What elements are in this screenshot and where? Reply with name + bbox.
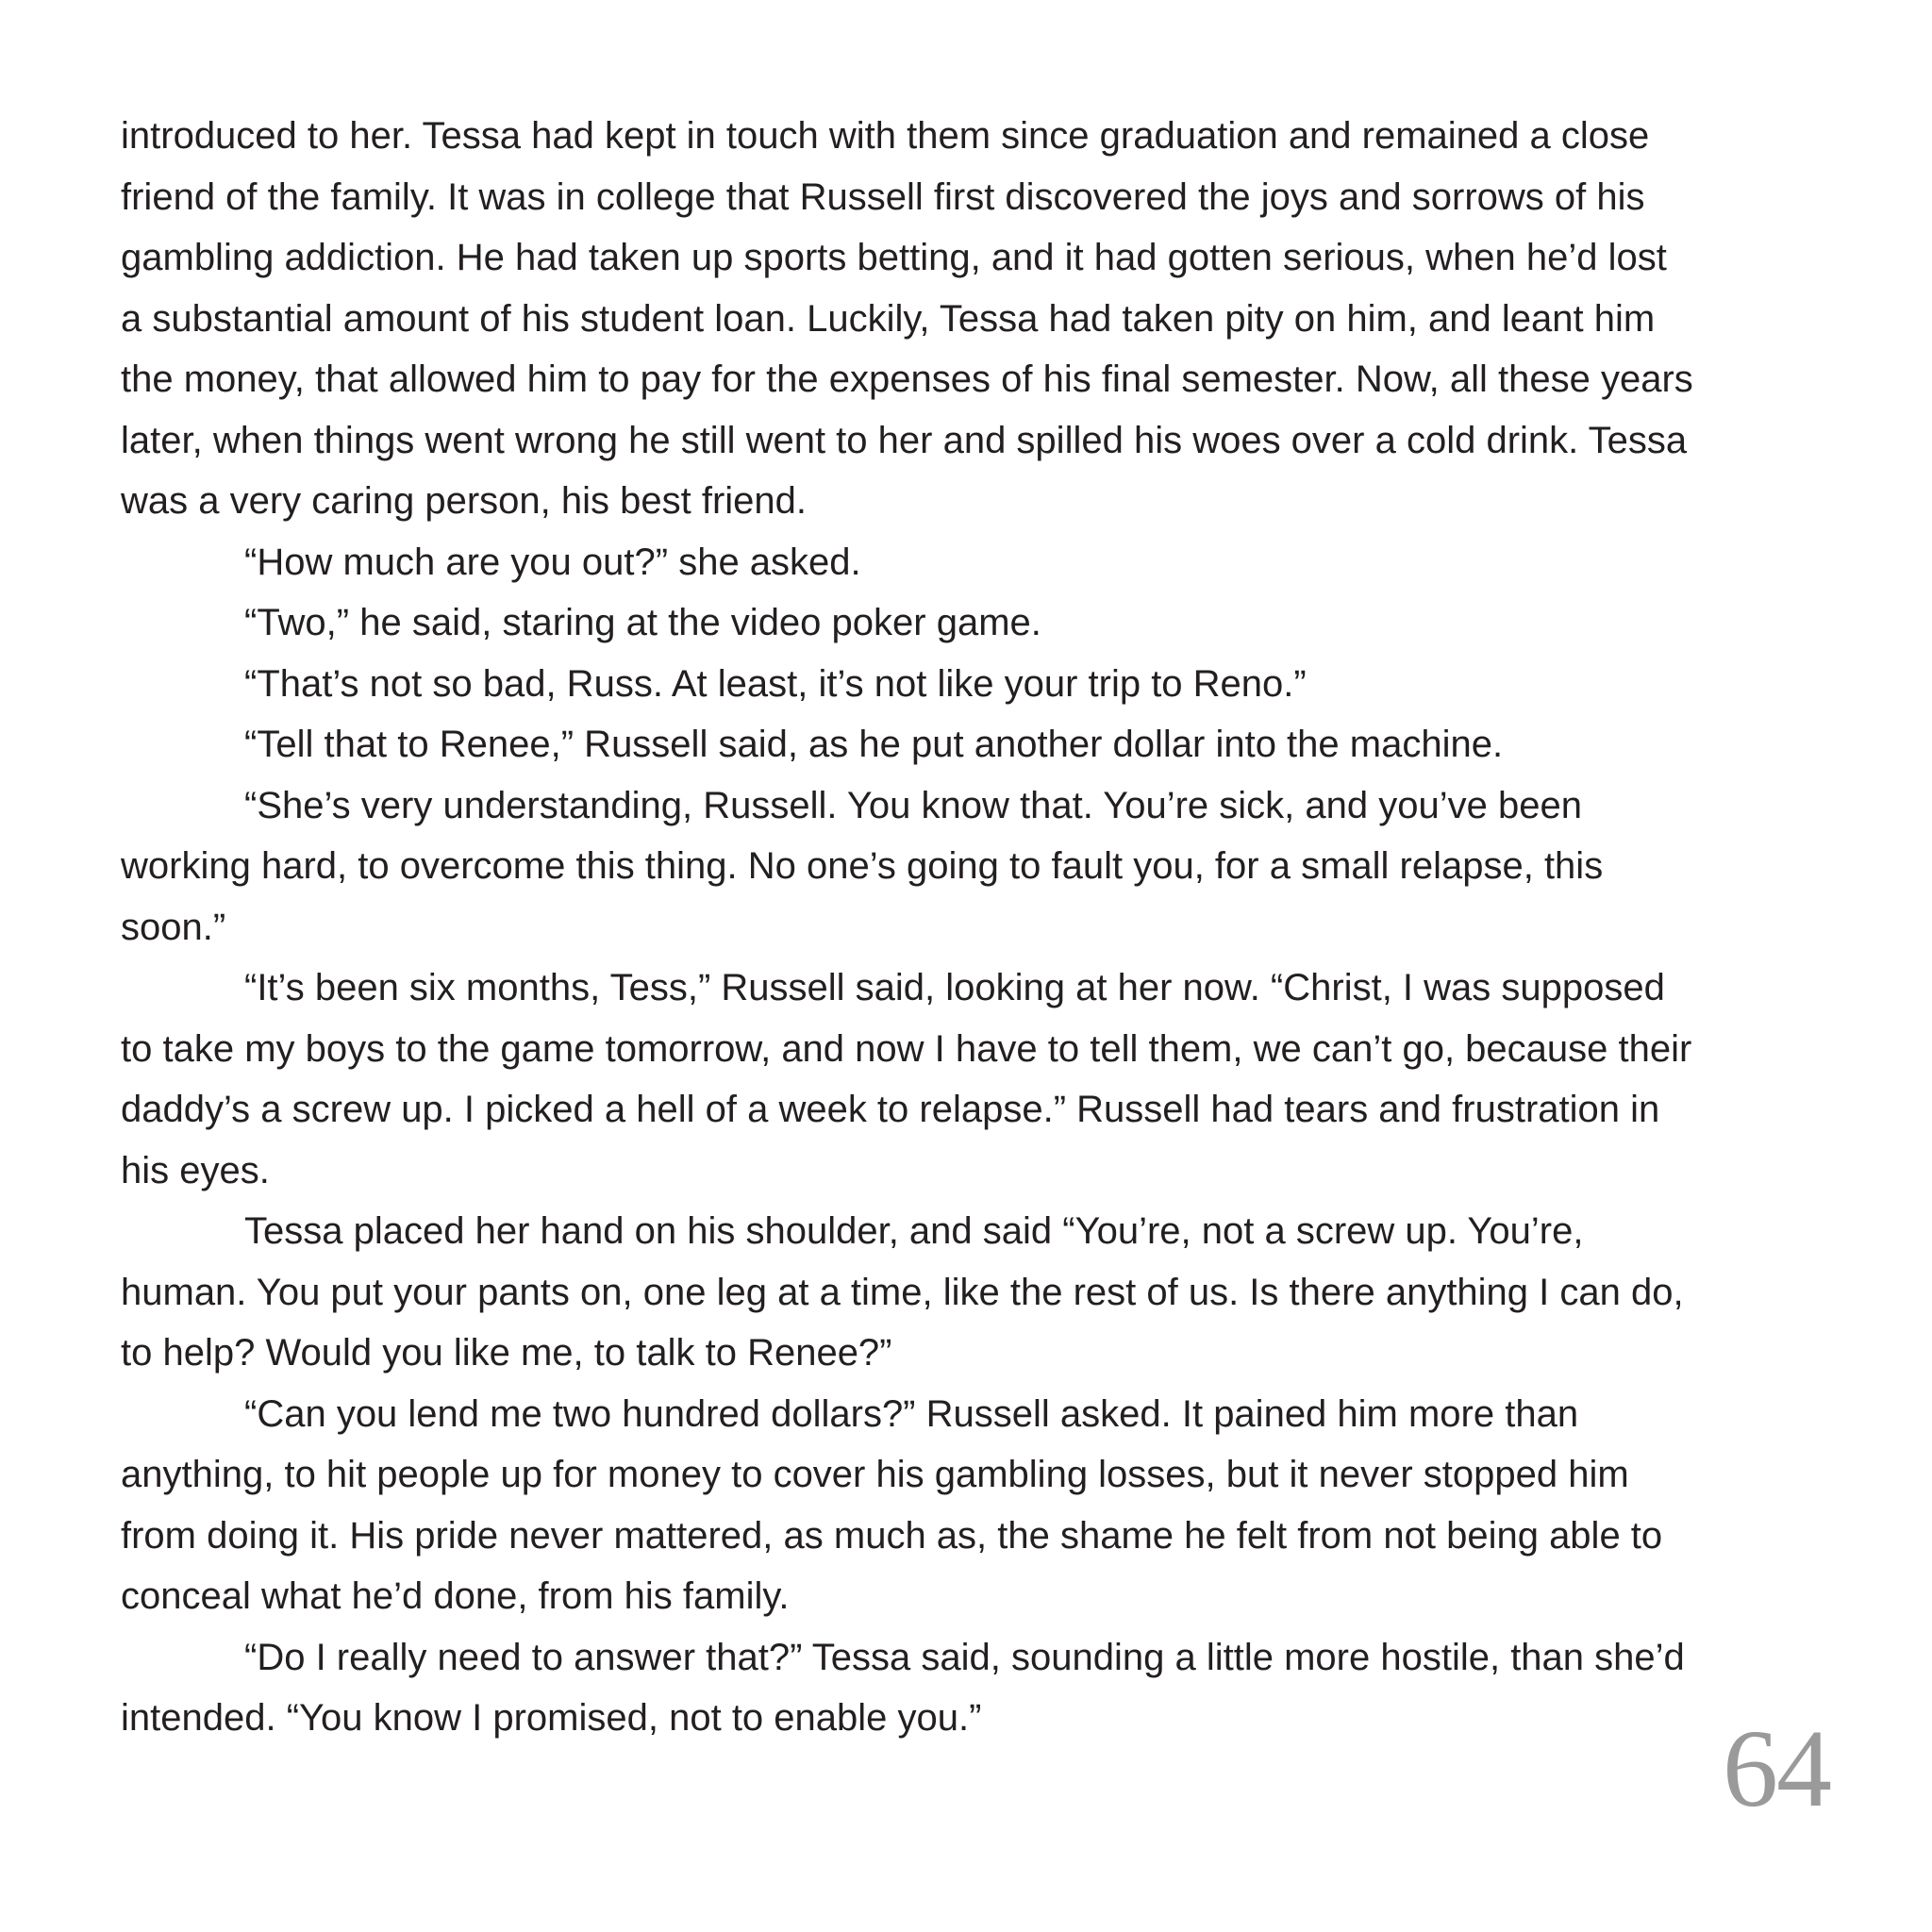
text-line-9: “Two,” he said, staring at the video poker game. [244,602,1041,643]
text-line-3: gambling addiction. He had taken up sports betting, and it had gotten serious, when he’d lost [121,237,1667,278]
text-line-12: “She’s very understanding, Russell. You know that. You’re sick, and you’ve been [244,784,1582,826]
text-line-1: introduced to her. Tessa had kept in touch with them since graduation and remained a close [121,115,1650,157]
text-line-21: to help? Would you like me, to talk to Renee?” [121,1332,892,1374]
text-line-4: a substantial amount of his student loan. Luckily, Tessa had taken pity on him, and leant him [121,297,1656,340]
text-line-26: “Do I really need to answer that?” Tessa said, sounding a little more hostile, than she’d [244,1636,1685,1678]
text-line-16: to take my boys to the game tomorrow, and now I have to tell them, we can’t go, because their [121,1027,1692,1070]
text-line-6: later, when things went wrong he still went to her and spilled his woes over a cold drink. Tessa [121,419,1688,461]
text-line-13: working hard, to overcome this thing. No one’s going to fault you, for a small relapse, this [121,845,1604,887]
text-line-23: anything, to hit people up for money to cover his gambling losses, but it never stopped him [121,1454,1629,1495]
page-number: 64 [1723,1707,1830,1830]
body-text [121,106,1819,1749]
text-line-10: “That’s not so bad, Russ. At least, it’s not like your trip to Reno.” [244,662,1307,705]
text-line-22: “Can you lend me two hundred dollars?” Russell asked. It pained him more than [244,1392,1579,1435]
text-line-19: Tessa placed her hand on his shoulder, and said “You’re, not a screw up. You’re, [244,1210,1584,1252]
text-line-17: daddy’s a screw up. I picked a hell of a week to relapse.” Russell had tears and frustration in [121,1089,1660,1130]
text-line-2: friend of the family. It was in college that Russell first discovered the joys and sorrows of his [121,175,1645,218]
text-line-15: “It’s been six months, Tess,” Russell said, looking at her now. “Christ, I was supposed [244,967,1665,1008]
text-line-25: conceal what he’d done, from his family. [121,1575,790,1617]
text-line-24: from doing it. His pride never mattered, as much as, the shame he felt from not being able to [121,1514,1663,1557]
text-line-20: human. You put your pants on, one leg at a time, like the rest of us. Is there anything I can do, [121,1271,1684,1313]
text-line-7: was a very caring person, his best friend. [121,480,808,522]
text-line-5: the money, that allowed him to pay for the expenses of his final semester. Now, all these years [121,358,1693,400]
text-line-18: his eyes. [121,1149,270,1191]
text-line-11: “Tell that to Renee,” Russell said, as he put another dollar into the machine. [244,724,1504,765]
text-line-27: intended. “You know I promised, not to enable you.” [121,1697,982,1739]
text-line-14: soon.” [121,906,226,948]
text-line-8: “How much are you out?” she asked. [244,541,861,583]
